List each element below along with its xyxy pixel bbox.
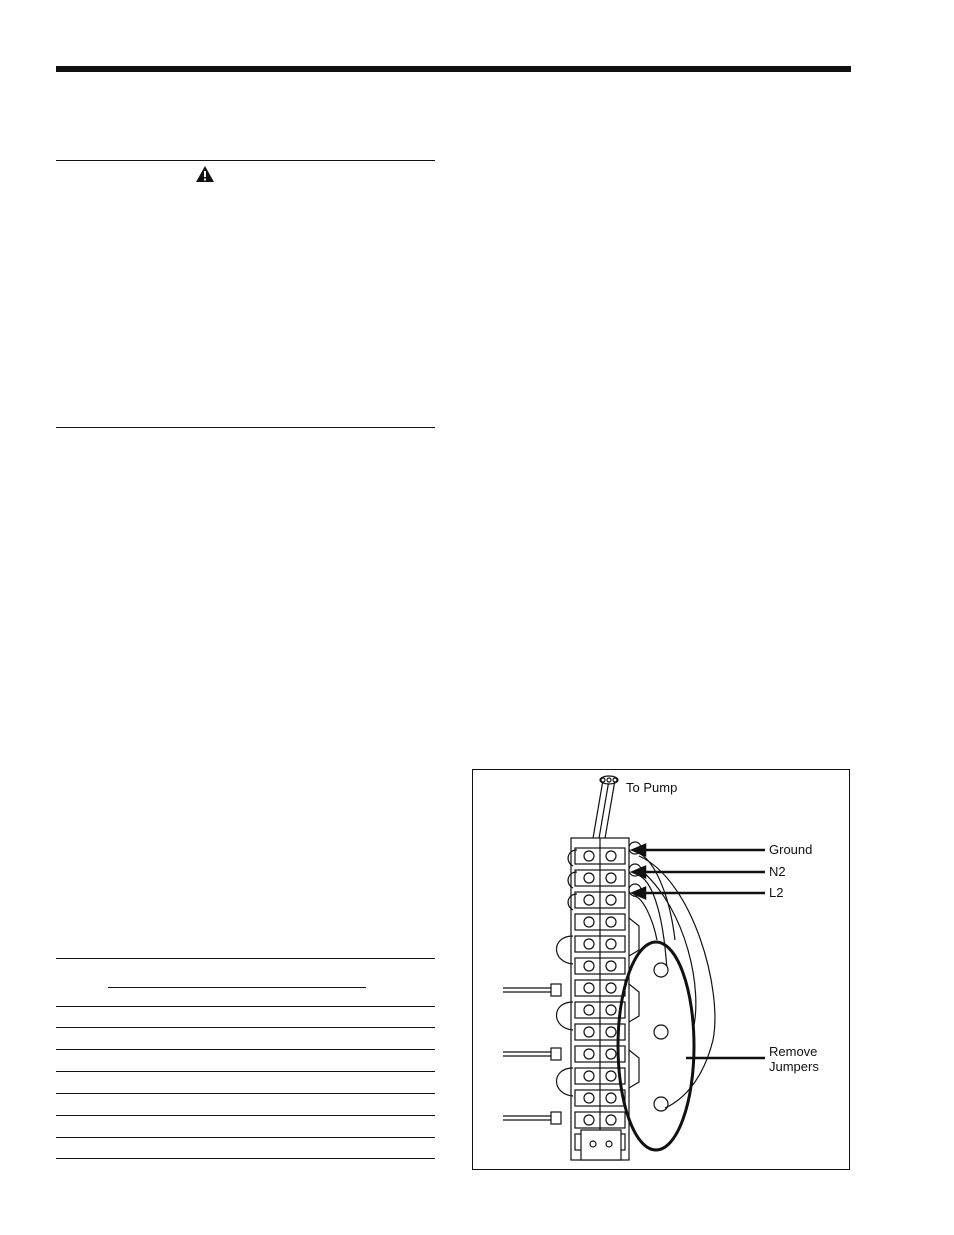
table-row-rule — [56, 1049, 435, 1050]
table-row-rule — [56, 1115, 435, 1116]
ground-label: Ground — [769, 842, 813, 857]
remove-jumpers-label-line2: Jumpers — [769, 1059, 819, 1074]
table-row-rule — [56, 1093, 435, 1094]
table-header-underline — [108, 987, 366, 988]
n2-label: N2 — [769, 864, 786, 879]
page-header-rule — [56, 66, 851, 72]
table-row-rule — [56, 1027, 435, 1028]
table-top-rule — [56, 958, 435, 959]
remove-jumpers-label-line1: Remove — [769, 1044, 818, 1059]
warning-top-rule — [56, 160, 435, 161]
l2-label: L2 — [769, 885, 784, 900]
table-row-rule — [56, 1137, 435, 1138]
wiring-diagram-figure — [472, 769, 850, 1170]
table-row-rule — [56, 1071, 435, 1072]
to-pump-label: To Pump — [626, 780, 678, 795]
warning-triangle-icon — [195, 165, 215, 183]
terminal-block-drawing — [473, 770, 849, 1169]
warning-bottom-rule — [56, 427, 435, 428]
table-bottom-rule — [56, 1158, 435, 1159]
table-row-rule — [56, 1006, 435, 1007]
